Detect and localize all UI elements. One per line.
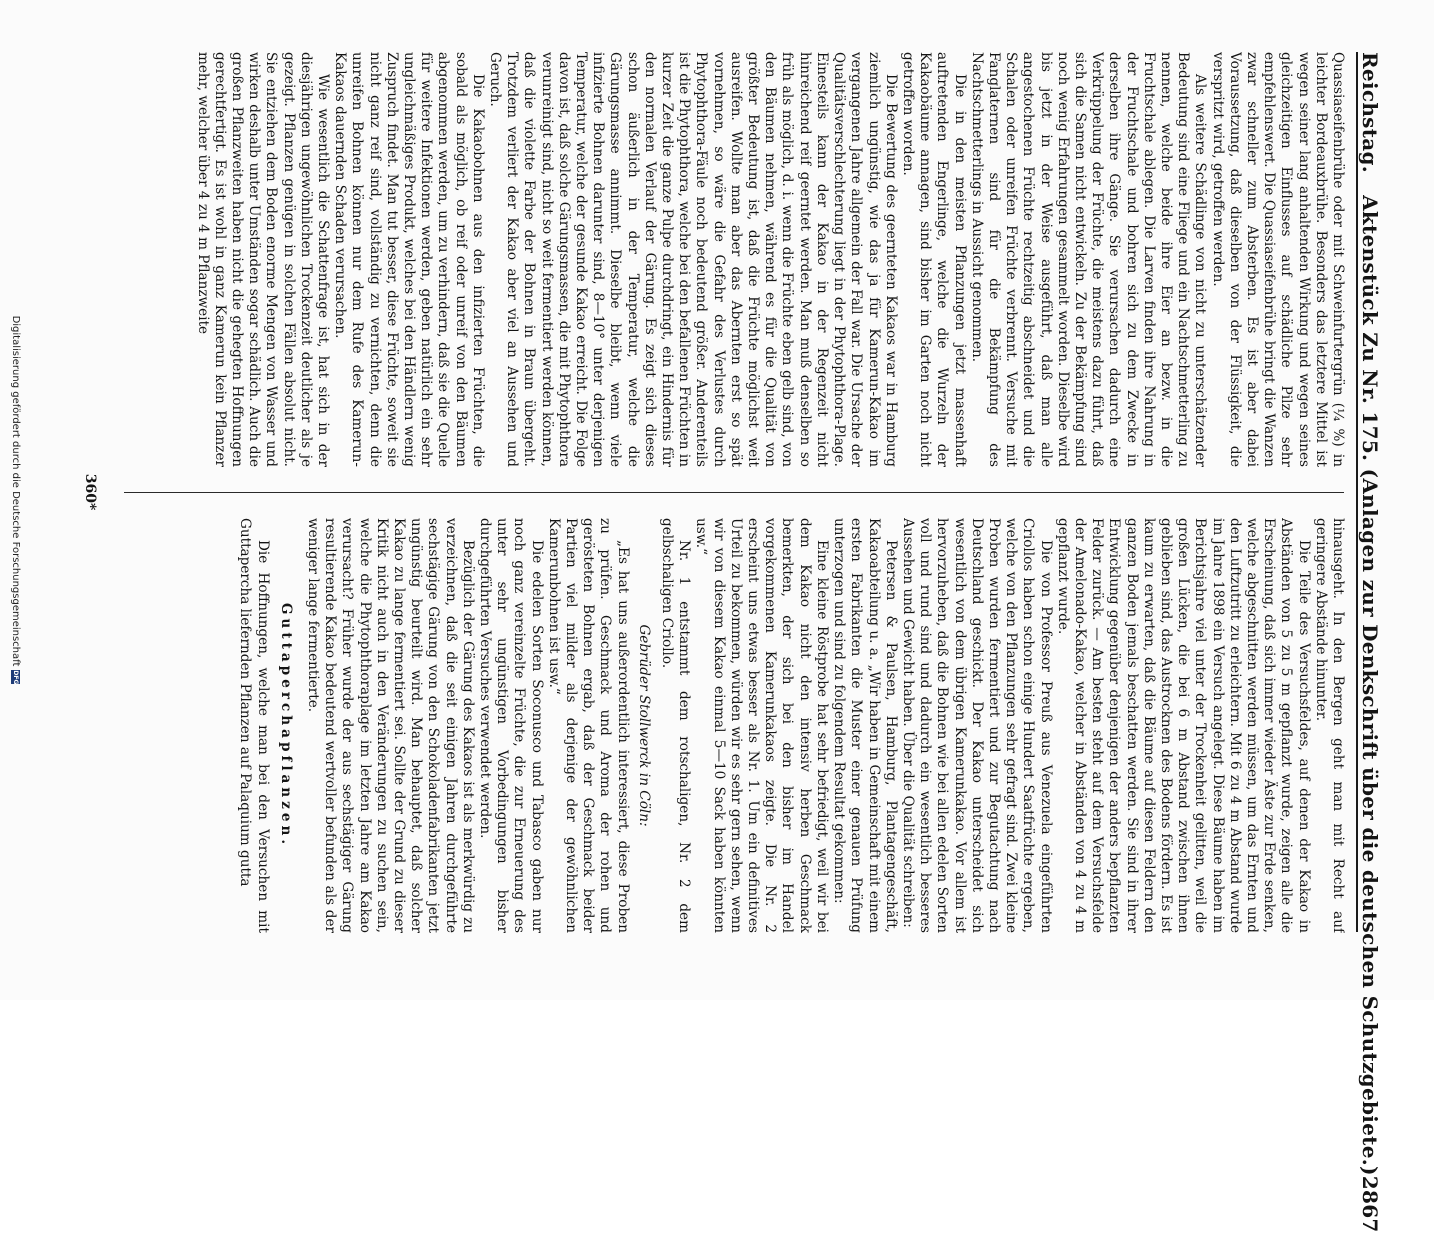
section-heading: Guttaperchapflanzen. [277, 602, 294, 849]
left-column [106, 52, 1346, 467]
paragraph: Die von Professor Preuß aus Venezuela eingeführten Criollos haben schon einige Hundert Saatfrüchte ergeben, welche von den Pflanzungen sehr gefragt sind. Zwei kleine Proben wurden fermentiert und zur Begutachtung nach Deutschland geschickt. Der Kakao unterscheidet sich wesentlich von dem übrigen Kamerunkakao. Vor allem ist hervorzuheben, daß die Bohnen wie bei allen edelen Sorten voll und rund sind und dadurch ein wesentlich besseres Aussehen und Gewicht haben. Über die Qualität schreiben: [899, 518, 1054, 933]
paragraph: Wie wesentlich die Schattenfrage ist, hat sich in der diesjährigen ungewöhnlichen Trockenzeit deutlicher als je gezeigt. Pflanzen genügen in solchen Fällen absolut nicht. Sie entziehen dem Boden enorme Mengen von Wasser und wirken deshalb unter Umständen sogar schädlich. Auch die großen Pflanzweiten haben nicht die gehegten Hoffnungen gerechtfertigt. Es ist wohl in ganz Kamerun kein Pflanzer mehr, welcher über 4 zu 4 m Pflanzweite [194, 52, 332, 467]
paragraph: Eine kleine Röstprobe hat sehr befriedigt, weil wir bei dem Kakao nicht den intensiv herben Geschmack bemerkten, der sich bei den bisher im Handel vorgekommenen Kamerunkakaos zeigte. Die Nr. 2 erscheint uns etwas besser als Nr. 1. Um ein definitives Urteil zu bekommen, würden wir es sehr gern sehen, wenn wir von diesem Kakao einmal 5—10 Sack haben könnten usw.“ [693, 518, 830, 933]
header-title: Aktenstück Zu Nr. 175. (Anlagen zur Denkschrift über die deutschen Schutzgebiete.) [1358, 195, 1382, 1176]
paragraph: Nr. 1 entstammt dem rotschaligen, Nr. 2 dem gelbschaligen Criollo. [659, 518, 693, 933]
paragraph: Quassiaseifenbrühe oder mit Schweinfurtergrün (¼ %) in leichter Bordeauxbrühe. Besonders das letztere Mittel ist wegen seiner lang anhaltenden Wirkung und wegen seines gleichzeitigen Einflusses auf schädliche Pilze sehr empfehlenswert. Die Quassiaseifenbrühe bringt die Wanzen zwar schneller zum Absterben. Es ist aber dabei Voraussetzung, daß dieselben von der Flüssigkeit, die verspritzt wird, getroffen werden. [1209, 52, 1346, 467]
firm-heading: Gebrüder Stollwerck in Cöln: [635, 624, 652, 827]
header-left: Reichstag. [1358, 52, 1382, 174]
paragraph: Die edelen Sorten Soconusco und Tabasco gaben nur noch ganz vereinzelte Früchte, die zur Erneuerung des unter sehr ungünstigen Vorbedingungen bisher durchgeführten Versuches verwendet werden. [477, 518, 545, 933]
paragraph: Die Kakaobohnen aus den infizierten Früchten, die sobald als möglich, ob reif oder unreif von den Bäumen abgenommen werden, um zu verhindern, daß sie die Quelle für weitere Infektionen werden, geben natürlich ein sehr ungleichmäßiges Produkt, welches bei den Händlern wenig Zuspruch findet. Man tut besser, diese Früchte, soweit sie nicht ganz reif sind, vollständig zu vernichten, denn die unreifen Bohnen können nur dem Rufe des Kamerun-Kakaos dauernden Schaden verursachen. [332, 52, 486, 467]
dfg-logo-icon: DFG [12, 670, 20, 685]
digitization-note [8, 0, 24, 1000]
paragraph: „Es hat uns außerordentlich interessiert, diese Proben zu prüfen. Geschmack und Aroma der rohen und gerösteten Bohnen ergab, daß der Geschmack beider Partien viel milder als derjenige der gewöhnlichen Kamerunbohnen ist usw.“ [545, 518, 631, 933]
paragraph: Die Hoffnungen, welche man bei den Versuchen mit Guttapercha liefernden Pflanzen auf Palaquium gutta [237, 518, 271, 933]
paragraph: Bezüglich der Gärung des Kakaos ist als merkwürdig zu verzeichnen, daß die seit einigen Jahren durchgeführte sechstägige Gärung von den Schokoladenfabrikanten jetzt ungünstig beurteilt wird. Man behauptet, daß solcher Kakao zu lange fermentiert sei. Sollte der Grund zu dieser Kritik nicht auch in den Veränderungen zu suchen sein, welche die Phytophthoraplage im letzten Jahre am Kakao verursacht? Früher wurde der aus sechstägiger Gärung resultierende Kakao bedeutend wertvoller befunden als der weniger lange fermentierte. [305, 518, 476, 933]
paragraph: Die in den meisten Pflanzungen jetzt massenhaft auftretenden Engerlinge, welche die Wurzeln der Kakaobäume annagen, sind bisher im Garten noch nicht getroffen worden. [899, 52, 968, 467]
page-header [1356, 52, 1384, 1233]
paragraph: Die Bewertung des geernteten Kakaos war in Hamburg ziemlich ungünstig, wie das ja für Kamerun-Kakao im vergangenen Jahre allgemein der Fall war. Die Ursache der Qualitätsverschlechterung liegt in der Phytophthora-Plage. Einesteils kann der Kakao in der Regenzeit nicht hinreichend reif geerntet werden. Man muß denselben so früh als möglich, d. i. wenn die Früchte eben gelb sind, von den Bäumen nehmen, während es für die Qualität von größter Bedeutung ist, daß die Früchte möglichst weit ausreifen. Wollte man aber das Abernten erst so spät vornehmen, so wäre die Gefahr des Verlustes durch Phytophthora-Fäule noch bedeutend größer. Anderenteils ist die Phytophthora, welche bei den befallenen Früchten in kurzer Zeit die ganze Pulpe durchdringt, ein Hindernis für den normalen Verlauf der Gärung. Es zeigt sich dieses schon äußerlich in der Temperatur, welche die Gärungsmasse annimmt. Dieselbe bleibt, wenn viele infizierte Bohnen darunter sind, 8—10° unter derjenigen Temperatur, welche der gesunde Kakao erreicht. Die Folge davon ist, daß solche Gärungsmassen, die mit Phytophthora verunreinigt sind, nicht so weit fermentiert werden können, daß die violette Farbe der Bohnen in Braun übergeht. Trotzdem verliert der Kakao aber viel an Aussehen und Geruch. [487, 52, 899, 467]
right-column [106, 518, 1346, 933]
page-footer: 360* [82, 473, 98, 511]
paragraph: Die Teile des Versuchsfeldes, auf denen der Kakao in Abständen von 5 zu 5 m gepflanzt wurde, zeigen alle die Erscheinung, daß sich immer wieder Äste zur Erde senken, welche abgeschnitten werden müssen, um das Ernten und den Luftzutritt zu erleichtern. Mit 6 zu 4 m Abstand wurde im Jahre 1898 ein Versuch angelegt. Diese Bäume haben im Berichtsjahre viel unter der Trockenheit gelitten, weil die großen Lücken, die bei 6 m Abstand zwischen ihnen geblieben sind, das Austrocknen des Bodens fördern. Es ist kaum zu erwarten, daß die Bäume auf diesen Feldern den ganzen Boden jemals beschatten werden. Sie sind in ihrer Entwicklung gegenüber denjenigen der anders bepflanzten Felder zurück. — Am besten steht auf dem Versuchsfelde der Amelonado-Kakao, welcher in Abständen von 4 zu 4 m gepflanzt wurde. [1054, 518, 1312, 933]
column-divider [124, 492, 1344, 493]
digitization-text: Digitalisierung gefördert durch die Deutsche Forschungsgemeinschaft [10, 315, 22, 667]
paragraph: Als weitere Schädlinge von nicht zu unterschätzender Bedeutung sind eine Fliege und ein Nachtschmetterling zu nennen, welche beide ihre Eier an bezw. in die Fruchtschale ablegen. Die Larven finden ihre Nahrung in der Fruchtschale und bohren sich zu dem Zwecke in derselben ihre Gänge. Sie verursachen dadurch eine Verkrüppelung der Früchte, die meistens dazu führt, daß sich die Samen nicht entwickeln. Zu der Bekämpfung sind noch wenig Erfahrungen gesammelt worden. Dieselbe wird bis jetzt in der Weise ausgeführt, daß man alle angestochenen Früchte rechtzeitig abschneidet und die Schalen oder unreifen Früchte verbrennt. Versuche mit Fanglaternen sind für die Bekämpfung des Nachtschmetterlings in Aussicht genommen. [968, 52, 1209, 467]
paragraph: hinausgeht. In den Bergen geht man mit Recht auf geringere Abstände hinunter. [1312, 518, 1346, 933]
page-number: 2867 [1358, 1175, 1382, 1233]
paragraph: Petersen & Paulsen, Hamburg, Plantagengeschäft, Kakaoabteilung u. a. „Wir haben in Gemeinschaft mit einem ersten Fabrikanten die Muster einer genauen Prüfung unterzogen und sind zu folgendem Resultat gekommen: [831, 518, 899, 933]
